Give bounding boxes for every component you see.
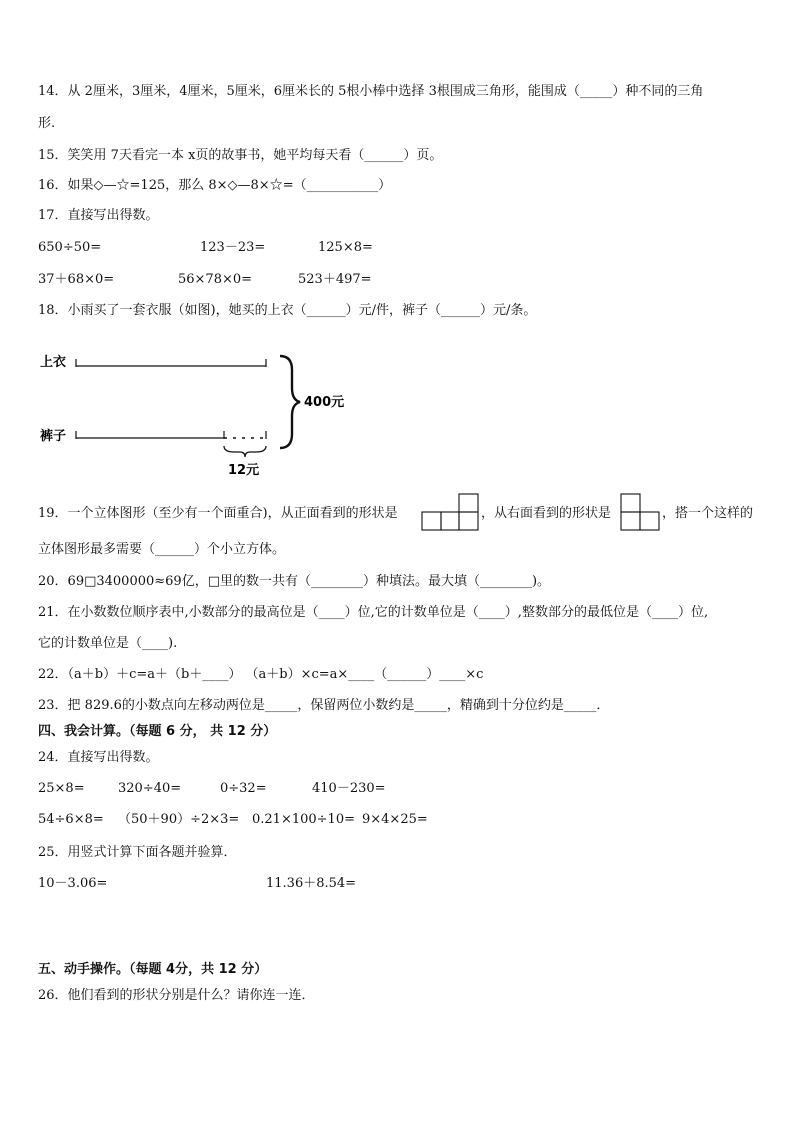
q25-item-1: 10－3.06= <box>38 876 108 891</box>
q24-r2-c3: 0.21×100÷10= <box>252 812 355 827</box>
q18-label-top: 上衣 <box>40 355 67 370</box>
q18-diff-label: 12元 <box>228 463 260 478</box>
front-view-figure <box>421 493 481 533</box>
q18-label-bottom: 裤子 <box>40 429 67 444</box>
q17-r2-c3: 523＋497= <box>298 272 372 287</box>
q23: 23．把 829.6的小数点向左移动两位是_____，保留两位小数约是_____，精确到十分位约是_____． <box>38 698 610 713</box>
q17-title: 17．直接写出得数。 <box>38 208 159 223</box>
q14-line2: 形. <box>38 116 56 131</box>
q24-title: 24．直接写出得数。 <box>38 750 159 765</box>
q18-diagram <box>36 340 356 480</box>
q25-item-2: 11.36＋8.54= <box>266 876 357 891</box>
q26: 26．他们看到的形状分别是什么？请你连一连． <box>38 988 315 1003</box>
q16: 16．如果◇—☆=125，那么 8×◇—8×☆=（___________） <box>38 178 392 193</box>
q19-part1: 19．一个立体图形（至少有一个面重合)，从正面看到的形状是 <box>38 506 398 521</box>
q25-title: 25．用竖式计算下面各题并验算． <box>38 845 237 860</box>
q24-r1-c1: 25×8= <box>38 781 85 796</box>
section-5-heading: 五、动手操作。（每题 4分，共 12 分） <box>38 962 268 977</box>
q17-r1-c3: 125×8= <box>318 240 373 255</box>
q18-big-brace <box>280 356 300 448</box>
right-view-figure <box>620 493 662 533</box>
q20: 20．69□3400000≈69亿，□里的数一共有（________）种填法。最大填（________)。 <box>38 574 551 589</box>
q22: 22．（a＋b）＋c=a＋（b＋____） （a＋b）×c=a×____（______）____×c <box>38 667 484 682</box>
q24-r2-c1: 54÷6×8= <box>38 812 104 827</box>
q24-r1-c4: 410－230= <box>312 781 386 796</box>
q18-text: 18．小雨买了一套衣服（如图)，她买的上衣（______）元/件，裤子（______）元/条。 <box>38 303 537 318</box>
q21-line1: 21．在小数数位顺序表中,小数部分的最高位是（____）位,它的计数单位是（____）,整数部分的最低位是（____）位, <box>38 605 709 620</box>
q17-r2-c1: 37＋68×0= <box>38 272 115 287</box>
q17-r1-c1: 650÷50= <box>38 240 102 255</box>
q24-r1-c2: 320÷40= <box>118 781 182 796</box>
q18-total-label: 400元 <box>304 395 345 410</box>
q19-part2: ，从右面看到的形状是 <box>481 506 612 521</box>
q24-r1-c3: 0÷32= <box>220 781 267 796</box>
q19-line2: 立体图形最多需要（______）个小立方体。 <box>38 542 286 557</box>
q19-part3: ，搭一个这样的 <box>662 506 754 521</box>
section-4-heading: 四、我会计算。（每题 6 分， 共 12 分） <box>38 724 277 739</box>
q24-r2-c2: （50＋90）÷2×3= <box>118 812 240 827</box>
q17-r1-c2: 123－23= <box>200 240 266 255</box>
q21-line2: 它的计数单位是（____). <box>38 636 178 651</box>
q14-line1: 14．从 2厘米，3厘米，4厘米，5厘米，6厘米长的 5根小棒中选择 3根围成三角形，能围成（_____）种不同的三角 <box>38 84 704 99</box>
q17-r2-c2: 56×78×0= <box>178 272 253 287</box>
q19-line1 <box>38 506 398 522</box>
q24-r2-c4: 9×4×25= <box>362 812 428 827</box>
q15: 15．笑笑用 7天看完一本 x页的故事书，她平均每天看（______）页。 <box>38 148 443 163</box>
q18-small-brace <box>224 446 266 457</box>
